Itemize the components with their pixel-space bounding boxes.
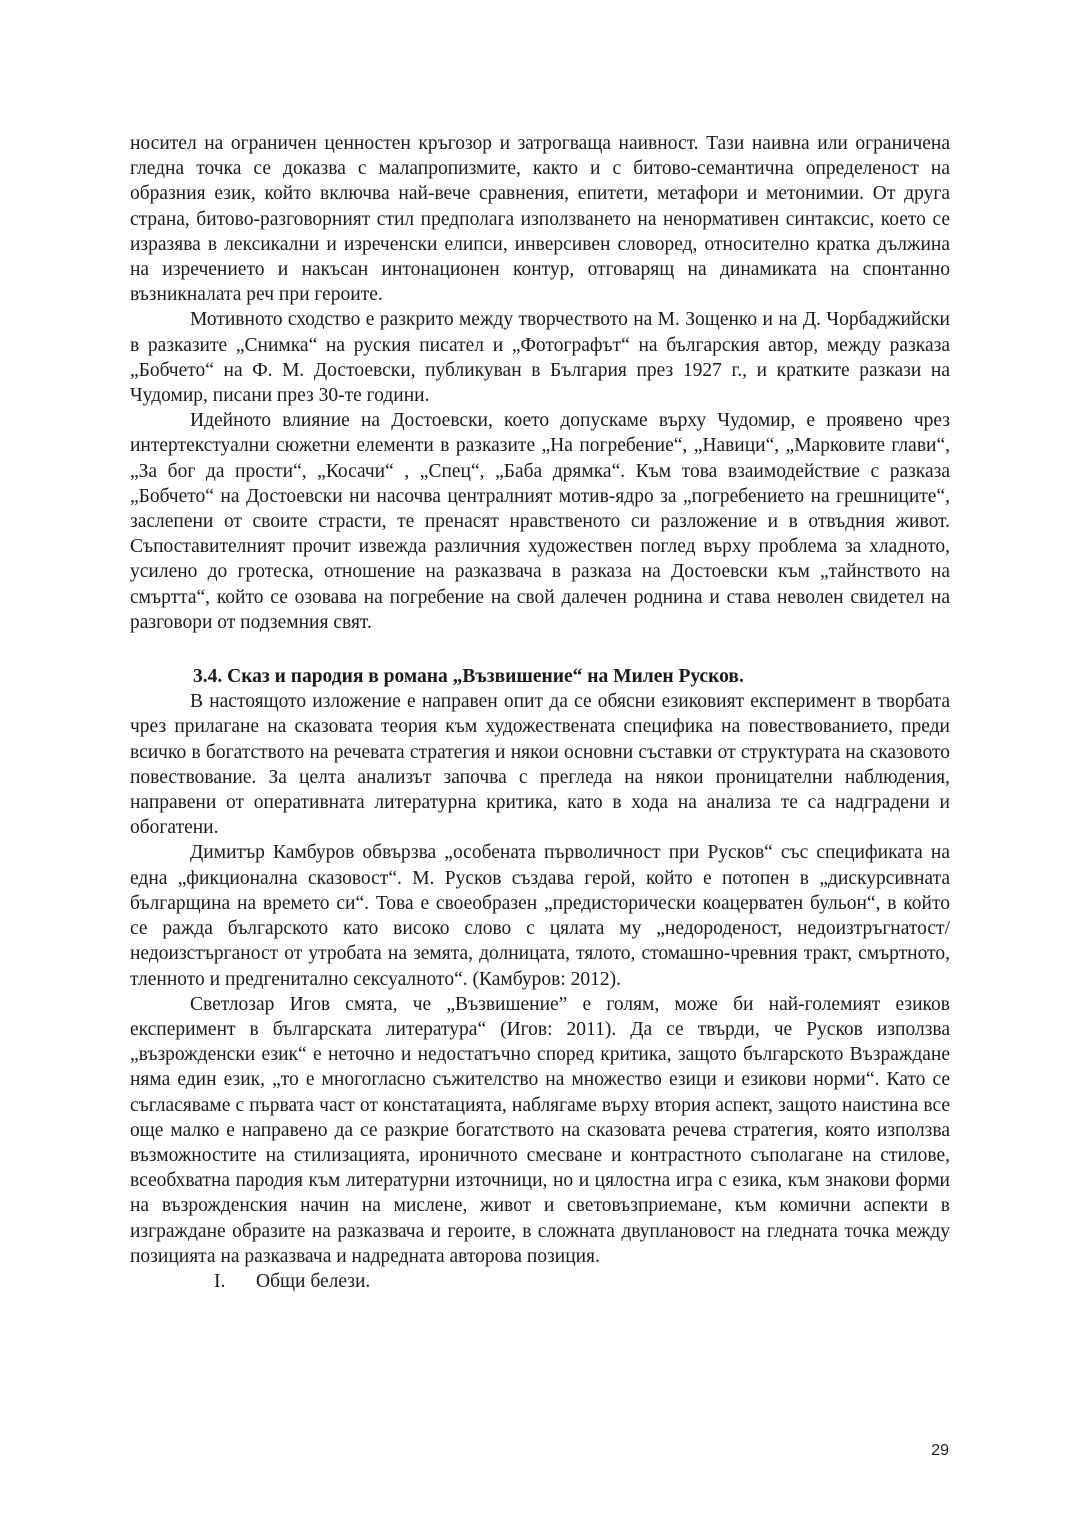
list-item-general-features xyxy=(130,1269,950,1294)
paragraph-motif-similarity: Мотивното сходство е разкрито между творчеството на М. Зощенко и на Д. Чорбаджийски в разказите „Снимка“ на руския писател и „Фотографът“ на българския автор, между разказа „Бобчето“ на Ф. М. Достоевски, публикуван в България през 1927 г., и кратките разкази на Чудомир, писани през 30-те години. xyxy=(130,309,950,407)
page-number: 29 xyxy=(931,1442,949,1459)
paragraph-continuation: носител на ограничен ценностен кръгозор и затрогваща наивност. Тази наивна или ограничена гледна точка се доказва с малапропизмите, както и с битово-семантична определеност на образния език, който включва най-вече сравнения, епитети, метафори и метонимии. От друга страна, битово-разговорният стил предполага използването на ненормативен синтаксис, което се изразява в лексикални и изреченски елипси, инверсивен словоред, относително кратка дължина на изречението и накъсан интонационен контур, отговарящ на динамиката на спонтанно възникналата реч при героите. xyxy=(130,133,950,306)
paragraph-igov: Светлозар Игов смята, че „Възвишение” е голям, може би най-големият езиков експеримент в българската литература“ (Игов: 2011). Да се твърди, че Русков използва „възрожденски език“ е неточно и недостатъчно според критика, защото българското Възраждане няма един език, „то е многогласно съжителство на множество езици и езикови норми“. Като се съгласяваме с първата част от констатацията, наблягаме върху втория аспект, защото наистина все още малко е направено да се разкрие богатството на сказовата речева стратегия, която използва възможностите на стилизацията, ироничното смесване и контрастното съполагане на стилове, всеобхватна пародия към литературни източници, но и цялостна игра с езика, към знакови форми на възрожденския начин на мислене, живот и световъзприемане, към комични аспекти в изграждане образите на разказвача и героите, в сложната двуплановост на гледната точка между позицията на разказвача и надредната авторова позиция. xyxy=(130,993,950,1267)
list-item-text: Общи белези. xyxy=(256,1270,371,1292)
paragraph-intro: В настоящото изложение е направен опит да се обясни езиковият експеримент в творбата чрез прилагане на сказовата теория към художествената специфика на повествованието, преди всичко в богатството на речевата стратегия и някои основни съставки от структурата на сказовото повествование. За целта анализът започва с прегледа на някои проницателни наблюдения, направени от оперативната литературна критика, като в хода на анализа те са надградени и обогатени. xyxy=(130,691,950,839)
page-body xyxy=(130,131,950,1294)
paragraph-dostoevsky-influence: Идейното влияние на Достоевски, което допускаме върху Чудомир, е проявено чрез интертекстуални сюжетни елементи в разказите „На погребение“, „Навици“, „Марковите глави“, „За бог да прости“, „Косачи“ , „Спец“, „Баба дрямка“. Към това взаимодействие с разказа „Бобчето“ на Достоевски ни насочва централният мотив-ядро за „погребението на грешниците“, заслепени от своите страсти, те пренасят нравственото си разложение и в отвъдния живот. Съпоставителният прочит извежда различния художествен поглед върху проблема за хладното, усилено до гротеска, отношение на разказвача в разказа на Достоевски към „тайнството на смъртта“, който се озовава на погребение на свой далечен роднина и става неволен свидетел на разговори от подземния свят. xyxy=(130,410,950,633)
section-heading: 3.4. Сказ и пародия в романа „Възвишение“ на Милен Русков. xyxy=(193,666,744,688)
paragraph-kamburov: Димитър Камбуров обвързва „особената първоличност при Русков“ със спецификата на една „фикционална сказовост“. М. Русков създава герой, който е потопен в „дискурсивната българщина на времето си“. Това е своеобразен „предисторически коацерватен бульон“, в който се ражда българското като високо слово с цялата му „недороденост, недоизтръгнатост/недоизстърганост от утробата на земята, долницата, тялото, стомашно-чревния тракт, смъртното, тленното и предгенитално сексуалното“. (Камбуров: 2012). xyxy=(130,842,950,990)
list-marker: I. xyxy=(214,1270,226,1292)
